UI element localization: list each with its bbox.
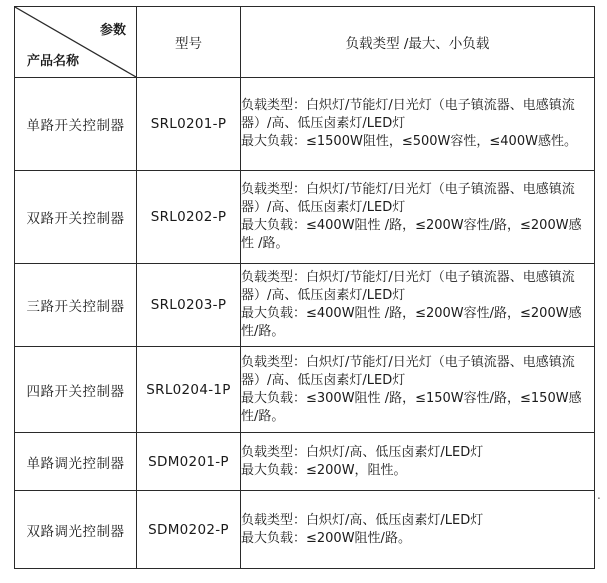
load-description (241, 171, 595, 264)
max-load-text: 最大负载：≤200W阻性/路。 (241, 530, 411, 546)
product-name: 双路开关控制器 (15, 171, 137, 264)
product-name: 双路调光控制器 (15, 491, 137, 569)
load-header: 负载类型 /最大、小负载 (241, 7, 595, 78)
load-type-text: 负载类型：白炽灯/节能灯/日光灯（电子镇流器、电感镇流器）/高、低压卤素灯/LED灯 (241, 354, 575, 388)
product-name-label: 产品名称 (27, 54, 80, 69)
model-header: 型号 (137, 7, 241, 78)
table-row (15, 433, 595, 491)
trailing-mark: . (597, 488, 601, 502)
table-row (15, 171, 595, 264)
load-type-text: 负载类型：白炽灯/节能灯/日光灯（电子镇流器、电感镇流器）/高、低压卤素灯/LED灯 (241, 270, 575, 303)
load-description (241, 264, 595, 347)
product-name: 四路开关控制器 (15, 347, 137, 433)
load-type-text: 负载类型：白炽灯/高、低压卤素灯/LED灯 (241, 512, 484, 528)
param-label: 参数 (99, 23, 126, 38)
max-load-text: 最大负载：≤400W阻性 /路，≤200W容性/路，≤200W感性/路。 (241, 306, 582, 339)
product-name: 三路开关控制器 (15, 264, 137, 347)
load-type-text: 负载类型：白炽灯/节能灯/日光灯（电子镇流器、电感镇流器）/高、低压卤素灯/LED灯 (241, 182, 575, 215)
product-name: 单路调光控制器 (15, 433, 137, 491)
table-row (15, 78, 595, 171)
model-number: SDM0201-P (137, 433, 241, 491)
product-name: 单路开关控制器 (15, 78, 137, 171)
table-row (15, 347, 595, 433)
header-row (15, 7, 595, 78)
table-row (15, 491, 595, 569)
diagonal-header-cell (15, 7, 137, 78)
max-load-text: 最大负载：≤400W阻性 /路，≤200W容性/路，≤200W感性 /路。 (241, 218, 582, 251)
model-number: SRL0201-P (137, 78, 241, 171)
load-description (241, 347, 595, 433)
product-spec-table (14, 6, 595, 569)
model-number: SRL0202-P (137, 171, 241, 264)
load-type-text: 负载类型：白炽灯/高、低压卤素灯/LED灯 (241, 444, 484, 460)
load-description (241, 433, 595, 491)
load-description (241, 491, 595, 569)
model-number: SRL0204-1P (137, 347, 241, 433)
max-load-text: 最大负载：≤300W阻性 /路，≤150W容性/路，≤150W感性/路。 (241, 390, 582, 424)
max-load-text: 最大负载：≤1500W阻性，≤500W容性，≤400W感性。 (241, 134, 577, 149)
model-number: SRL0203-P (137, 264, 241, 347)
model-number: SDM0202-P (137, 491, 241, 569)
table-row (15, 264, 595, 347)
max-load-text: 最大负载：≤200W，阻性。 (241, 462, 407, 478)
load-description (241, 78, 595, 171)
load-type-text: 负载类型：白炽灯/节能灯/日光灯（电子镇流器、电感镇流器）/高、低压卤素灯/LED灯 (241, 98, 575, 131)
